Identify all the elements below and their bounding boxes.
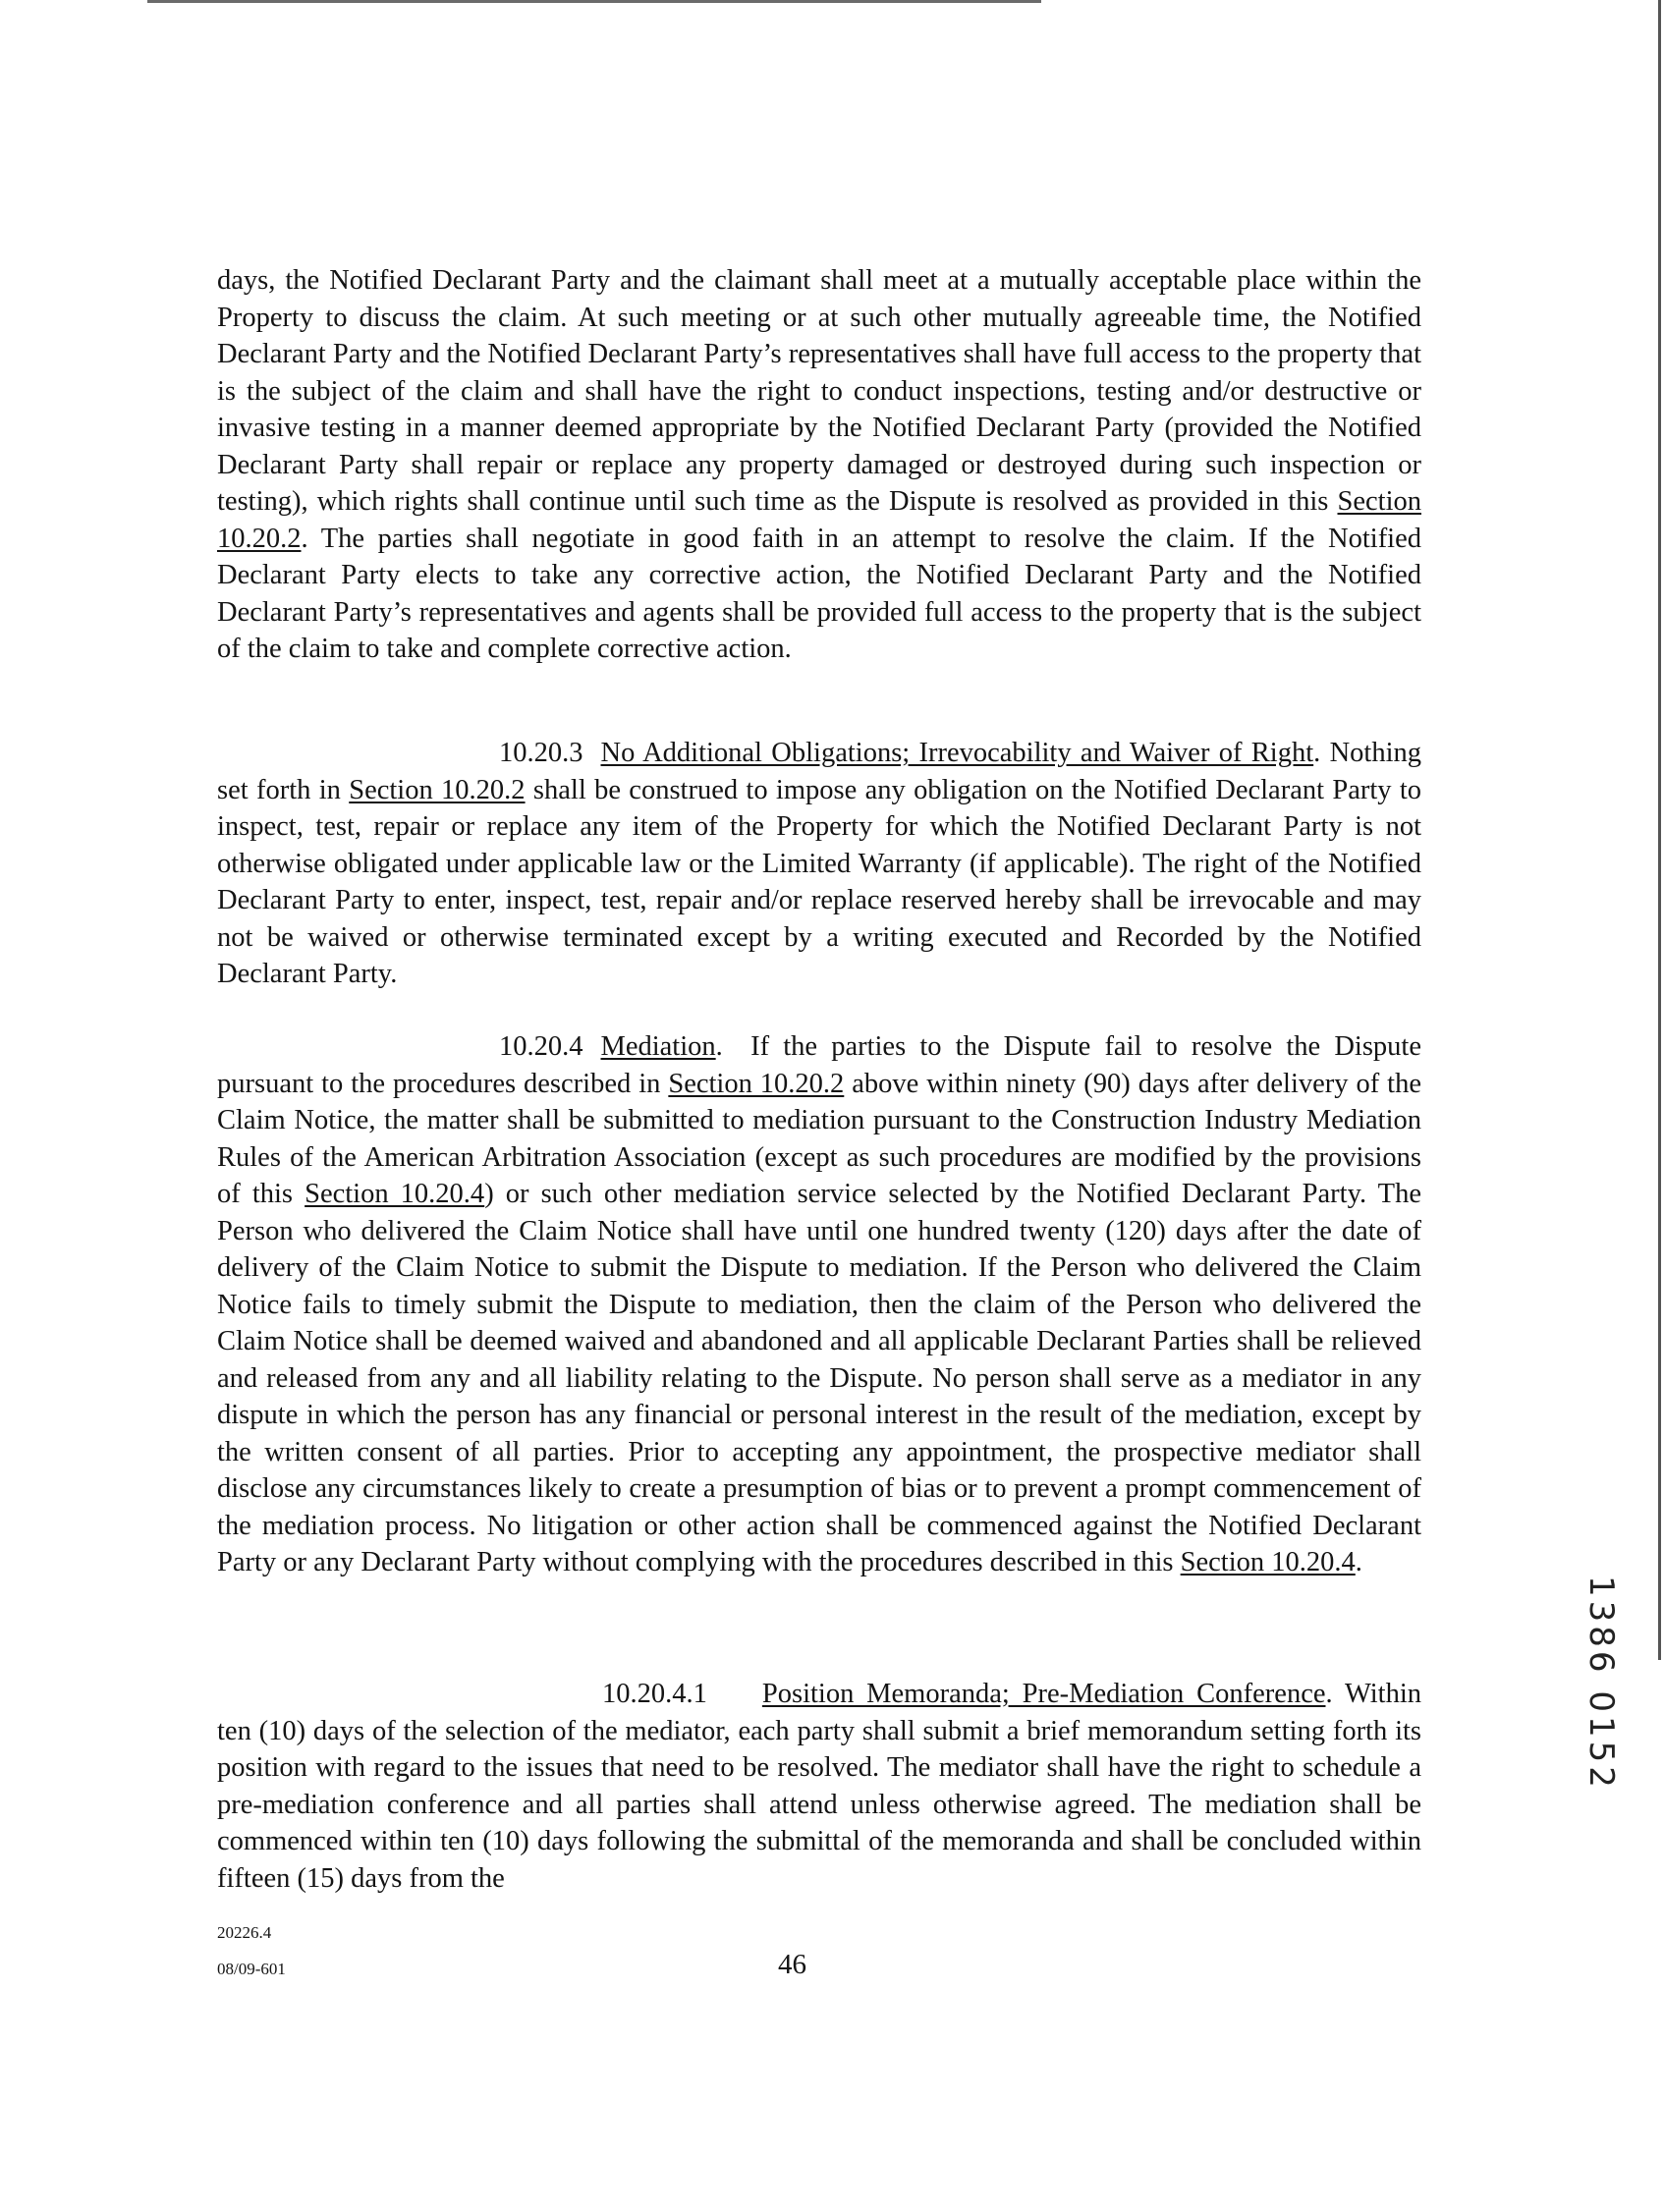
recording-stamp: 1386 0152 (1581, 1576, 1621, 1792)
paragraph-text-part: above within ninety (90) days after delivery of the Claim Notice, the matter shall be submitted to mediation pursuant to the Construction Industry Mediation Rules of the American Arbitration Association (except as such procedures are modified by the provisions of this (217, 1068, 1422, 1209)
section-10-20-4-1 (217, 1676, 1421, 1924)
paragraph-text (217, 262, 1421, 668)
period: . (1355, 1547, 1362, 1577)
paragraph-text-part: . The parties shall negotiate in good faith in an attempt to resolve the claim. If the Notified Declarant Party elects to take any corrective action, the Notified Declarant Party and the Notified Declarant Party’s representatives and agents shall be provided full access to the property that is the subject of the claim to take and complete corrective action. (217, 523, 1421, 664)
paragraph-text-part: Within ten (10) days of the selection of the mediator, each party shall submit a brief memorandum setting forth its position with regard to the issues that need to be resolved. The mediator shall have the right to schedule a pre-mediation conference and all parties shall attend unless otherwise agreed. The mediation shall be commenced within ten (10) days following the submittal of the memoranda and shall be concluded within fifteen (15) days from the (217, 1679, 1421, 1894)
page-number: 46 (778, 1949, 806, 1980)
paragraph-text (217, 1028, 1421, 1581)
section-number: 10.20.4.1 (602, 1679, 707, 1709)
paragraph-text-part: shall be construed to impose any obligation on the Notified Declarant Party to inspect, test, repair or replace any item of the Property for which the Notified Declarant Party is not otherwise obligated under applicable law or the Limited Warranty (if applicable). The right of the Notified Declarant Party to enter, inspect, test, repair and/or replace reserved hereby shall be irrevocable and may not be waived or otherwise terminated except by a writing executed and Recorded by the Notified Declarant Party. (217, 774, 1422, 989)
section-reference: Section 10.20.2 (217, 486, 1421, 554)
period: . (715, 1031, 723, 1062)
section-title: Position Memoranda; Pre-Mediation Conference (761, 1679, 1326, 1709)
period: . (1313, 738, 1321, 768)
footer-document-date-code: 08/09-601 (217, 1960, 286, 1978)
section-number: 10.20.3 (499, 738, 583, 768)
section-reference: Section 10.20.4 (1180, 1547, 1356, 1577)
paragraph-text-part: ) or such other mediation service selected by the Notified Declarant Party. The Person who delivered the Claim Notice shall have until one hundred twenty (120) days after the date of delivery of the Claim Notice to submit the Dispute to mediation. If the Person who delivered the Claim Notice fails to timely submit the Dispute to mediation, then the claim of the Person who delivered the Claim Notice shall be deemed waived and abandoned and all applicable Declarant Parties shall be relieved and released from any and all liability relating to the Dispute. No person shall serve as a mediator in any dispute in which the person has any financial or personal interest in the result of the mediation, except by the written consent of all parties. Prior to accepting any appointment, the prospective mediator shall disclose any circumstances likely to create a presumption of bias or to prevent a prompt commencement of the mediation process. No litigation or other action shall be commenced against the Notified Declarant Party or any Declarant Party without complying with the procedures described in this (217, 1179, 1421, 1577)
section-title: Mediation (600, 1031, 716, 1062)
section-reference: Section 10.20.4 (305, 1179, 485, 1209)
scan-edge-top (147, 0, 1041, 3)
section-10-20-4 (217, 1028, 1421, 1609)
section-number: 10.20.4 (499, 1031, 583, 1062)
paragraph-text-part: If the parties to the Dispute fail to resolve the Dispute pursuant to the procedures described in (217, 1031, 1421, 1099)
paragraph-text-part: Nothing set forth in (217, 738, 1422, 805)
scan-edge-right (1658, 0, 1661, 1660)
section-title: No Additional Obligations; Irrevocability and Waiver of Right (600, 738, 1314, 768)
section-reference: Section 10.20.2 (668, 1068, 845, 1099)
footer-document-code: 20226.4 (217, 1923, 272, 1942)
section-10-20-3 (217, 735, 1421, 1021)
paragraph-claim-meeting (217, 262, 1421, 695)
paragraph-text (217, 1676, 1421, 1897)
period: . (1325, 1679, 1333, 1709)
paragraph-text (217, 735, 1421, 993)
section-reference: Section 10.20.2 (349, 774, 526, 805)
paragraph-text-part: days, the Notified Declarant Party and the claimant shall meet at a mutually acceptable place within the Property to discuss the claim. At such meeting or at such other mutually agreeable time, the Notified Declarant Party and the Notified Declarant Party’s representatives shall have full access to the property that is the subject of the claim and shall have the right to conduct inspections, testing and/or destructive or invasive testing in a manner deemed appropriate by the Notified Declarant Party (provided the Notified Declarant Party shall repair or replace any property damaged or destroyed during such inspection or testing), which rights shall continue until such time as the Dispute is resolved as provided in this (217, 265, 1421, 517)
